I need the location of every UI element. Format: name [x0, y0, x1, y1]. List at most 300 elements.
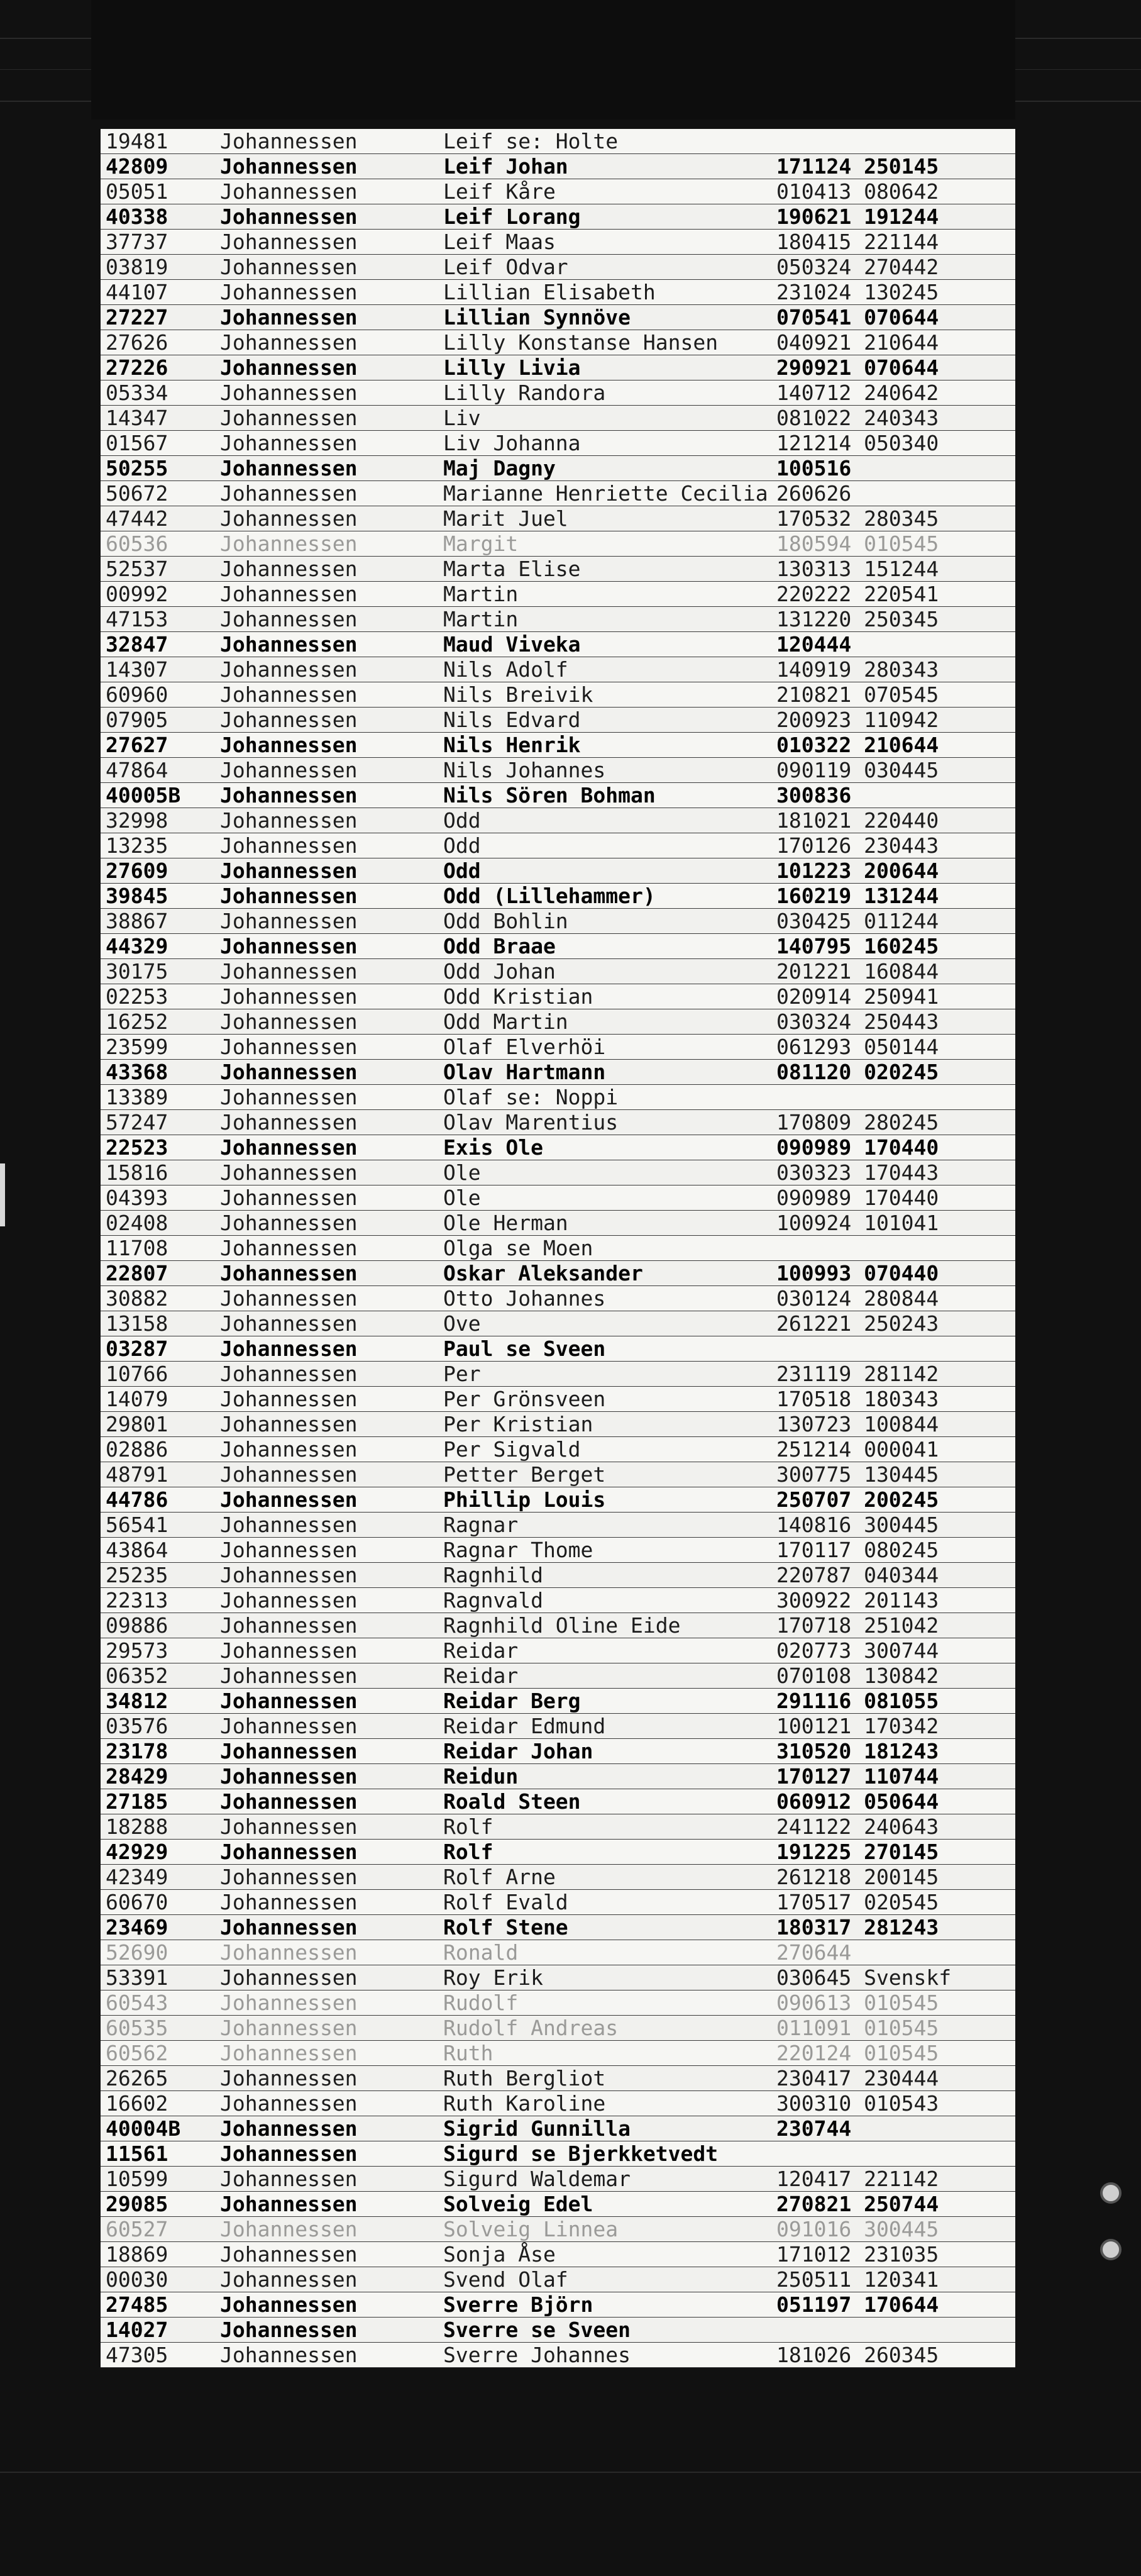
record-given-name: Ruth: [443, 2041, 493, 2065]
record-number: 50255: [106, 456, 168, 480]
record-given-name: Sonja Åse: [443, 2242, 556, 2267]
record-given-name: Leif se: Holte: [443, 129, 619, 153]
record-given-name: Sverre Johannes: [443, 2343, 631, 2367]
record-surname: Johannessen: [220, 1160, 358, 1185]
record-given-name: Lillian Synnöve: [443, 305, 631, 330]
record-given-name: Leif Johan: [443, 154, 568, 179]
record-row: [101, 204, 1015, 230]
record-number: 29573: [106, 1638, 168, 1663]
record-dates: 210821 070545: [776, 682, 939, 707]
record-row: [101, 255, 1015, 280]
record-given-name: Rolf: [443, 1840, 493, 1864]
record-dates: 100993 070440: [776, 1261, 939, 1285]
record-row: [101, 1764, 1015, 1789]
record-row: [101, 1412, 1015, 1437]
record-row: [101, 305, 1015, 330]
record-dates: 310520 181243: [776, 1739, 939, 1763]
record-number: 14079: [106, 1387, 168, 1411]
record-given-name: Odd: [443, 808, 481, 833]
record-given-name: Nils Edvard: [443, 708, 581, 732]
record-dates: 040921 210644: [776, 330, 939, 355]
record-row: [101, 1387, 1015, 1412]
record-number: 56541: [106, 1513, 168, 1537]
record-surname: Johannessen: [220, 2343, 358, 2367]
record-given-name: Per Grönsveen: [443, 1387, 606, 1411]
record-row: [101, 1840, 1015, 1865]
record-number: 00030: [106, 2267, 168, 2292]
record-number: 14347: [106, 406, 168, 430]
record-number: 43864: [106, 1538, 168, 1562]
record-surname: Johannessen: [220, 1789, 358, 1814]
record-given-name: Ragnar: [443, 1513, 519, 1537]
record-dates: 220222 220541: [776, 582, 939, 606]
record-dates: 261221 250243: [776, 1311, 939, 1336]
record-number: 29801: [106, 1412, 168, 1436]
record-number: 19481: [106, 129, 168, 153]
record-number: 11561: [106, 2141, 168, 2166]
record-surname: Johannessen: [220, 1814, 358, 1839]
record-dates: 070541 070644: [776, 305, 939, 330]
record-surname: Johannessen: [220, 406, 358, 430]
record-number: 16602: [106, 2091, 168, 2116]
record-number: 42349: [106, 1865, 168, 1889]
record-row: [101, 230, 1015, 255]
record-surname: Johannessen: [220, 607, 358, 631]
record-surname: Johannessen: [220, 833, 358, 858]
record-row: [101, 1035, 1015, 1060]
record-dates: 091016 300445: [776, 2217, 939, 2241]
record-row: [101, 582, 1015, 607]
record-given-name: Leif Lorang: [443, 204, 581, 229]
record-surname: Johannessen: [220, 1336, 358, 1361]
record-given-name: Martin: [443, 582, 519, 606]
record-number: 18869: [106, 2242, 168, 2267]
record-dates: 231119 281142: [776, 1362, 939, 1386]
record-surname: Johannessen: [220, 531, 358, 556]
record-dates: 170517 020545: [776, 1890, 939, 1914]
record-number: 07905: [106, 708, 168, 732]
record-number: 16252: [106, 1009, 168, 1034]
record-surname: Johannessen: [220, 1362, 358, 1386]
record-given-name: Rolf Arne: [443, 1865, 556, 1889]
record-number: 13389: [106, 1085, 168, 1109]
record-given-name: Reidar: [443, 1638, 519, 1663]
record-row: [101, 2318, 1015, 2343]
record-dates: 230744: [776, 2116, 852, 2141]
record-dates: 181026 260345: [776, 2343, 939, 2367]
record-dates: 300310 010543: [776, 2091, 939, 2116]
record-number: 27485: [106, 2292, 168, 2317]
record-dates: 130723 100844: [776, 1412, 939, 1436]
record-dates: 081022 240343: [776, 406, 939, 430]
record-number: 60960: [106, 682, 168, 707]
record-row: [101, 557, 1015, 582]
record-given-name: Exis Ole: [443, 1135, 543, 1160]
record-given-name: Marianne Henriette Cecilia: [443, 481, 768, 506]
record-surname: Johannessen: [220, 858, 358, 883]
record-number: 60536: [106, 531, 168, 556]
record-surname: Johannessen: [220, 280, 358, 304]
record-number: 27609: [106, 858, 168, 883]
record-dates: 250707 200245: [776, 1487, 939, 1512]
record-surname: Johannessen: [220, 1840, 358, 1864]
record-surname: Johannessen: [220, 2318, 358, 2342]
record-given-name: Margit: [443, 531, 519, 556]
record-row: [101, 1286, 1015, 1311]
record-given-name: Lilly Livia: [443, 355, 581, 380]
record-number: 42929: [106, 1840, 168, 1864]
record-number: 30175: [106, 959, 168, 984]
record-dates: 180317 281243: [776, 1915, 939, 1940]
record-surname: Johannessen: [220, 1110, 358, 1135]
record-number: 02408: [106, 1211, 168, 1235]
record-row: [101, 1437, 1015, 1462]
record-number: 47305: [106, 2343, 168, 2367]
record-number: 05334: [106, 380, 168, 405]
record-number: 53391: [106, 1965, 168, 1990]
record-number: 52537: [106, 557, 168, 581]
record-number: 01567: [106, 431, 168, 455]
record-surname: Johannessen: [220, 481, 358, 506]
record-dates: 260626: [776, 481, 852, 506]
record-surname: Johannessen: [220, 2217, 358, 2241]
record-row: [101, 884, 1015, 909]
record-surname: Johannessen: [220, 1689, 358, 1713]
record-dates: 130313 151244: [776, 557, 939, 581]
record-surname: Johannessen: [220, 1764, 358, 1789]
record-surname: Johannessen: [220, 1387, 358, 1411]
record-dates: 090989 170440: [776, 1185, 939, 1210]
record-number: 44107: [106, 280, 168, 304]
record-given-name: Nils Henrik: [443, 733, 581, 757]
record-surname: Johannessen: [220, 1663, 358, 1688]
record-dates: 300922 201143: [776, 1588, 939, 1613]
record-given-name: Odd Johan: [443, 959, 556, 984]
record-number: 28429: [106, 1764, 168, 1789]
record-surname: Johannessen: [220, 959, 358, 984]
record-surname: Johannessen: [220, 2141, 358, 2166]
record-number: 39845: [106, 884, 168, 908]
record-dates: 261218 200145: [776, 1865, 939, 1889]
record-row: [101, 708, 1015, 733]
record-number: 11708: [106, 1236, 168, 1260]
record-dates: 060912 050644: [776, 1789, 939, 1814]
record-surname: Johannessen: [220, 380, 358, 405]
record-given-name: Ronald: [443, 1940, 519, 1965]
record-surname: Johannessen: [220, 204, 358, 229]
record-surname: Johannessen: [220, 2192, 358, 2216]
record-row: [101, 1160, 1015, 1185]
record-surname: Johannessen: [220, 1638, 358, 1663]
record-number: 40004B: [106, 2116, 181, 2141]
record-number: 03819: [106, 255, 168, 279]
record-given-name: Odd Kristian: [443, 984, 593, 1009]
record-surname: Johannessen: [220, 2116, 358, 2141]
record-surname: Johannessen: [220, 255, 358, 279]
record-surname: Johannessen: [220, 431, 358, 455]
record-row: [101, 1185, 1015, 1211]
record-row: [101, 1689, 1015, 1714]
record-row: [101, 330, 1015, 355]
record-dates: 030645 Svenskf: [776, 1965, 952, 1990]
record-row: [101, 1513, 1015, 1538]
record-row: [101, 783, 1015, 808]
record-surname: Johannessen: [220, 1412, 358, 1436]
record-row: [101, 2242, 1015, 2267]
record-number: 60535: [106, 2016, 168, 2040]
record-dates: 020773 300744: [776, 1638, 939, 1663]
record-dates: 180594 010545: [776, 531, 939, 556]
record-row: [101, 657, 1015, 682]
record-given-name: Ragnar Thome: [443, 1538, 593, 1562]
record-surname: Johannessen: [220, 129, 358, 153]
record-given-name: Odd Martin: [443, 1009, 568, 1034]
record-given-name: Rudolf: [443, 1990, 519, 2015]
record-row: [101, 758, 1015, 783]
record-number: 15816: [106, 1160, 168, 1185]
record-number: 40005B: [106, 783, 181, 808]
record-row: [101, 1362, 1015, 1387]
record-dates: 010322 210644: [776, 733, 939, 757]
record-number: 32998: [106, 808, 168, 833]
record-surname: Johannessen: [220, 1965, 358, 1990]
record-row: [101, 1538, 1015, 1563]
record-row: [101, 531, 1015, 557]
record-given-name: Liv: [443, 406, 481, 430]
record-row: [101, 808, 1015, 833]
record-dates: 290921 070644: [776, 355, 939, 380]
record-row: [101, 1336, 1015, 1362]
record-dates: 030425 011244: [776, 909, 939, 933]
record-given-name: Sigrid Gunnilla: [443, 2116, 631, 2141]
record-given-name: Ole: [443, 1185, 481, 1210]
record-dates: 100924 101041: [776, 1211, 939, 1235]
record-surname: Johannessen: [220, 582, 358, 606]
record-surname: Johannessen: [220, 557, 358, 581]
record-row: [101, 431, 1015, 456]
record-dates: 250511 120341: [776, 2267, 939, 2292]
record-number: 27226: [106, 355, 168, 380]
record-row: [101, 1638, 1015, 1663]
record-given-name: Odd (Lillehammer): [443, 884, 656, 908]
record-surname: Johannessen: [220, 2066, 358, 2090]
record-row: [101, 506, 1015, 531]
record-given-name: Rolf: [443, 1814, 493, 1839]
record-given-name: Ruth Karoline: [443, 2091, 606, 2116]
record-number: 18288: [106, 1814, 168, 1839]
record-dates: 140712 240642: [776, 380, 939, 405]
record-given-name: Ruth Bergliot: [443, 2066, 606, 2090]
record-dates: 160219 131244: [776, 884, 939, 908]
record-number: 13235: [106, 833, 168, 858]
record-surname: Johannessen: [220, 1613, 358, 1638]
record-dates: 300775 130445: [776, 1462, 939, 1487]
record-given-name: Reidun: [443, 1764, 519, 1789]
record-row: [101, 1965, 1015, 1990]
record-dates: 190621 191244: [776, 204, 939, 229]
record-surname: Johannessen: [220, 1085, 358, 1109]
record-surname: Johannessen: [220, 1261, 358, 1285]
record-dates: 100516: [776, 456, 852, 480]
record-surname: Johannessen: [220, 1286, 358, 1311]
record-row: [101, 2016, 1015, 2041]
record-dates: 170518 180343: [776, 1387, 939, 1411]
record-number: 22807: [106, 1261, 168, 1285]
record-given-name: Maud Viveka: [443, 632, 581, 657]
record-row: [101, 1563, 1015, 1588]
record-row: [101, 1890, 1015, 1915]
record-given-name: Per: [443, 1362, 481, 1386]
record-given-name: Ragnhild: [443, 1563, 543, 1587]
record-dates: 230417 230444: [776, 2066, 939, 2090]
record-surname: Johannessen: [220, 783, 358, 808]
record-row: [101, 2217, 1015, 2242]
record-number: 14027: [106, 2318, 168, 2342]
record-surname: Johannessen: [220, 1563, 358, 1587]
record-given-name: Leif Kåre: [443, 179, 556, 204]
record-dates: 121214 050340: [776, 431, 939, 455]
record-given-name: Sverre se Sveen: [443, 2318, 631, 2342]
record-surname: Johannessen: [220, 506, 358, 531]
record-row: [101, 2267, 1015, 2292]
record-given-name: Ragnvald: [443, 1588, 543, 1613]
record-dates: 131220 250345: [776, 607, 939, 631]
record-row: [101, 2167, 1015, 2192]
film-scratch: [0, 2472, 1141, 2473]
record-surname: Johannessen: [220, 1060, 358, 1084]
record-number: 02886: [106, 1437, 168, 1462]
record-number: 43368: [106, 1060, 168, 1084]
record-given-name: Odd: [443, 858, 481, 883]
punch-hole-icon: [1100, 2239, 1122, 2260]
record-row: [101, 632, 1015, 657]
record-dates: 050324 270442: [776, 255, 939, 279]
record-given-name: Maj Dagny: [443, 456, 556, 480]
record-row: [101, 1940, 1015, 1965]
record-given-name: Odd Braae: [443, 934, 556, 958]
record-dates: 170718 251042: [776, 1613, 939, 1638]
record-row: [101, 1085, 1015, 1110]
record-given-name: Ole: [443, 1160, 481, 1185]
record-given-name: Lilly Konstanse Hansen: [443, 330, 719, 355]
record-given-name: Olga se Moen: [443, 1236, 593, 1260]
record-dates: 140795 160245: [776, 934, 939, 958]
record-number: 60670: [106, 1890, 168, 1914]
record-surname: Johannessen: [220, 330, 358, 355]
index-card-strips: [101, 129, 1015, 2368]
record-given-name: Reidar: [443, 1663, 519, 1688]
record-number: 04393: [106, 1185, 168, 1210]
record-given-name: Petter Berget: [443, 1462, 606, 1487]
record-number: 47864: [106, 758, 168, 782]
record-number: 14307: [106, 657, 168, 682]
record-dates: 180415 221144: [776, 230, 939, 254]
record-number: 34812: [106, 1689, 168, 1713]
record-surname: Johannessen: [220, 632, 358, 657]
record-given-name: Svend Olaf: [443, 2267, 568, 2292]
record-number: 23469: [106, 1915, 168, 1940]
record-number: 30882: [106, 1286, 168, 1311]
record-number: 60562: [106, 2041, 168, 2065]
record-surname: Johannessen: [220, 179, 358, 204]
record-row: [101, 2141, 1015, 2167]
record-number: 26265: [106, 2066, 168, 2090]
record-row: [101, 1110, 1015, 1135]
record-given-name: Nils Adolf: [443, 657, 568, 682]
record-row: [101, 1487, 1015, 1513]
record-number: 10599: [106, 2167, 168, 2191]
record-dates: 030324 250443: [776, 1009, 939, 1034]
record-number: 02253: [106, 984, 168, 1009]
record-number: 47153: [106, 607, 168, 631]
record-given-name: Olav Marentius: [443, 1110, 619, 1135]
record-row: [101, 2066, 1015, 2091]
record-given-name: Ole Herman: [443, 1211, 568, 1235]
record-number: 50672: [106, 481, 168, 506]
record-given-name: Sigurd Waldemar: [443, 2167, 631, 2191]
record-number: 60543: [106, 1990, 168, 2015]
record-row: [101, 1865, 1015, 1890]
record-dates: 220124 010545: [776, 2041, 939, 2065]
record-given-name: Per Kristian: [443, 1412, 593, 1436]
record-dates: 170126 230443: [776, 833, 939, 858]
record-surname: Johannessen: [220, 456, 358, 480]
record-given-name: Olaf Elverhöi: [443, 1035, 606, 1059]
record-surname: Johannessen: [220, 1990, 358, 2015]
record-given-name: Lillian Elisabeth: [443, 280, 656, 304]
record-row: [101, 858, 1015, 884]
record-given-name: Olav Hartmann: [443, 1060, 606, 1084]
record-surname: Johannessen: [220, 657, 358, 682]
record-given-name: Odd: [443, 833, 481, 858]
record-dates: 270644: [776, 1940, 852, 1965]
record-dates: 241122 240643: [776, 1814, 939, 1839]
record-row: [101, 1009, 1015, 1035]
record-dates: 171012 231035: [776, 2242, 939, 2267]
record-given-name: Liv Johanna: [443, 431, 581, 455]
record-given-name: Martin: [443, 607, 519, 631]
record-surname: Johannessen: [220, 2167, 358, 2191]
record-surname: Johannessen: [220, 1538, 358, 1562]
record-surname: Johannessen: [220, 2292, 358, 2317]
record-row: [101, 1814, 1015, 1840]
record-surname: Johannessen: [220, 1311, 358, 1336]
record-given-name: Marta Elise: [443, 557, 581, 581]
record-surname: Johannessen: [220, 1940, 358, 1965]
record-number: 25235: [106, 1563, 168, 1587]
record-given-name: Olaf se: Noppi: [443, 1085, 619, 1109]
record-surname: Johannessen: [220, 1915, 358, 1940]
record-dates: 081120 020245: [776, 1060, 939, 1084]
record-row: [101, 481, 1015, 506]
record-row: [101, 456, 1015, 481]
record-given-name: Odd Bohlin: [443, 909, 568, 933]
record-number: 60527: [106, 2217, 168, 2241]
record-given-name: Reidar Edmund: [443, 1714, 606, 1738]
record-dates: 030323 170443: [776, 1160, 939, 1185]
record-given-name: Ragnhild Oline Eide: [443, 1613, 681, 1638]
record-row: [101, 1663, 1015, 1689]
record-dates: 220787 040344: [776, 1563, 939, 1587]
record-dates: 090613 010545: [776, 1990, 939, 2015]
record-given-name: Oskar Aleksander: [443, 1261, 643, 1285]
record-row: [101, 280, 1015, 305]
record-number: 57247: [106, 1110, 168, 1135]
record-surname: Johannessen: [220, 884, 358, 908]
record-row: [101, 2116, 1015, 2141]
record-row: [101, 959, 1015, 984]
record-surname: Johannessen: [220, 1236, 358, 1260]
